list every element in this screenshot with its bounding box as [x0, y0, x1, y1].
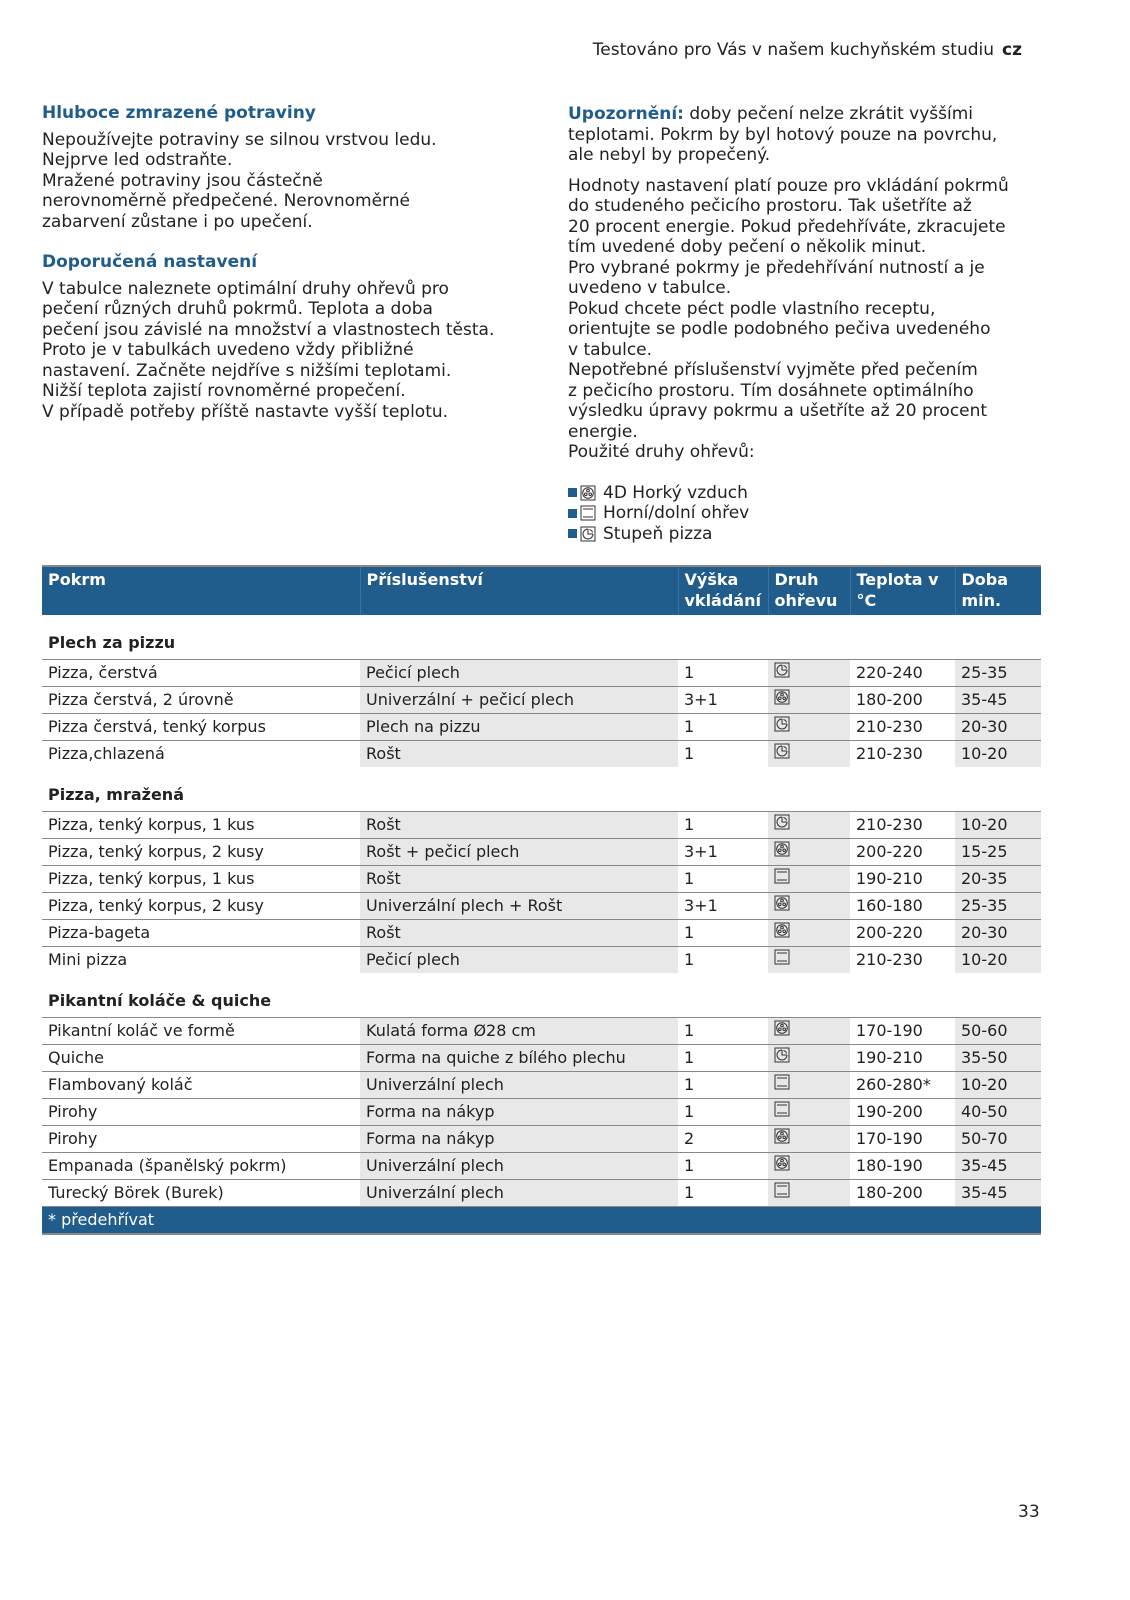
table-cell: 10-20 [955, 741, 1041, 768]
text-line: ale nebyl by propečený. [568, 145, 771, 165]
text-line: Pokud chcete péct podle vlastního receptu, [568, 298, 936, 319]
pizza-setting-icon [774, 743, 790, 759]
table-cell: Pečicí plech [360, 660, 678, 687]
heading-frozen: Hluboce zmrazené potraviny [42, 103, 316, 123]
table-cell: 50-70 [955, 1126, 1041, 1153]
table-cell: Rošt [360, 920, 678, 947]
fan-heat-icon [774, 895, 790, 911]
table-cell: Rošt + pečicí plech [360, 839, 678, 866]
text-line: Proto je v tabulkách uvedeno vždy přibližné [42, 340, 414, 360]
group-title: Pizza, mražená [42, 767, 1041, 812]
table-cell: 190-200 [850, 1099, 955, 1126]
text-line: 20 procent energie. Pokud předehříváte, zkracujete [568, 216, 1006, 237]
heating-mode-cell [768, 920, 850, 947]
table-cell: Rošt [360, 741, 678, 768]
fan-heat-icon [774, 1020, 790, 1036]
table-row [42, 920, 1041, 947]
pizza-setting-icon [774, 716, 790, 732]
table-cell: 170-190 [850, 1018, 955, 1045]
legend-item [568, 524, 1038, 545]
column-header: Pokrm [42, 566, 360, 615]
table-cell: Univerzální plech [360, 1180, 678, 1207]
table-row [42, 1099, 1041, 1126]
table-row [42, 1180, 1041, 1207]
text-line: Hodnoty nastavení platí pouze pro vkládání pokrmů [568, 175, 1009, 196]
column-header: Příslušenství [360, 566, 678, 615]
table-cell: Pizza, tenký korpus, 2 kusy [42, 839, 360, 866]
text-line: V tabulce naleznete optimální druhy ohřevů pro [42, 278, 449, 299]
legend [568, 483, 1038, 545]
used-modes-label: Použité druhy ohřevů: [568, 442, 755, 462]
text-line: Nejprve led odstraňte. [42, 150, 233, 170]
table-cell: Pizza-bageta [42, 920, 360, 947]
warning [568, 104, 1038, 166]
table-row [42, 1018, 1041, 1045]
table-cell: 210-230 [850, 741, 955, 768]
heating-mode-cell [768, 741, 850, 768]
table-cell: Univerzální plech [360, 1072, 678, 1099]
heating-mode-cell [768, 1072, 850, 1099]
top-bottom-heat-icon [774, 868, 790, 884]
top-bottom-heat-icon [774, 1182, 790, 1198]
table-cell: 200-220 [850, 920, 955, 947]
heating-mode-cell [768, 1099, 850, 1126]
table-cell: 20-35 [955, 866, 1041, 893]
text-line: energie. [568, 421, 638, 442]
table-cell: 10-20 [955, 947, 1041, 974]
table-cell: Flambovaný koláč [42, 1072, 360, 1099]
table-cell: 25-35 [955, 893, 1041, 920]
bullet-icon [568, 529, 577, 538]
table-cell: Pikantní koláč ve formě [42, 1018, 360, 1045]
heating-mode-cell [768, 866, 850, 893]
table-cell: Kulatá forma Ø28 cm [360, 1018, 678, 1045]
text-line: V případě potřeby příště nastavte vyšší teplotu. [42, 401, 449, 422]
table-cell: 1 [678, 947, 768, 974]
table-row [42, 812, 1041, 839]
heating-mode-cell [768, 1180, 850, 1207]
table-cell: 1 [678, 1045, 768, 1072]
table-row [42, 687, 1041, 714]
text-line: Nepotřebné příslušenství vyjměte před pečením [568, 360, 978, 380]
table-cell: 260-280* [850, 1072, 955, 1099]
table-cell: 210-230 [850, 812, 955, 839]
table-cell: Pizza čerstvá, tenký korpus [42, 714, 360, 741]
table-cell: 3+1 [678, 687, 768, 714]
heating-mode-cell [768, 1153, 850, 1180]
table-cell: Mini pizza [42, 947, 360, 974]
heating-mode-cell [768, 812, 850, 839]
bullet-icon [568, 509, 577, 518]
table-cell: Pizza, tenký korpus, 1 kus [42, 812, 360, 839]
table-cell: 15-25 [955, 839, 1041, 866]
table-cell: 200-220 [850, 839, 955, 866]
column-header: Doba min. [955, 566, 1041, 615]
pizza-setting-icon [774, 814, 790, 830]
group-row [42, 615, 1041, 660]
table-cell: 1 [678, 660, 768, 687]
fan-heat-icon [774, 1155, 790, 1171]
table-cell: 1 [678, 1180, 768, 1207]
table-cell: 3+1 [678, 839, 768, 866]
text-line: Nižší teplota zajistí rovnoměrné propečení. [42, 381, 406, 401]
table-cell: Plech na pizzu [360, 714, 678, 741]
top-bottom-heat-icon [774, 949, 790, 965]
text-line: nerovnoměrně předpečené. Nerovnoměrné [42, 191, 410, 211]
table-row [42, 1153, 1041, 1180]
table-cell: 160-180 [850, 893, 955, 920]
table-cell: Turecký Börek (Burek) [42, 1180, 360, 1207]
table-row [42, 741, 1041, 768]
bullet-icon [568, 488, 577, 497]
table-cell: Pizza, tenký korpus, 1 kus [42, 866, 360, 893]
left-column [42, 103, 522, 432]
table-cell: Empanada (španělský pokrm) [42, 1153, 360, 1180]
settings-table [42, 565, 1041, 1235]
table-cell: 1 [678, 866, 768, 893]
group-row [42, 767, 1041, 812]
table-row [42, 866, 1041, 893]
table-cell: Univerzální + pečicí plech [360, 687, 678, 714]
table-cell: Pirohy [42, 1126, 360, 1153]
table-row [42, 1126, 1041, 1153]
heating-mode-cell [768, 947, 850, 974]
text-line: Mražené potraviny jsou částečně [42, 170, 323, 191]
table-cell: 1 [678, 1018, 768, 1045]
fan-heat-icon [580, 485, 596, 501]
table-cell: Pizza, tenký korpus, 2 kusy [42, 893, 360, 920]
legend-item [568, 483, 1038, 504]
table-cell: 180-190 [850, 1153, 955, 1180]
table-cell: Pizza čerstvá, 2 úrovně [42, 687, 360, 714]
table-cell: Univerzální plech [360, 1153, 678, 1180]
table-cell: Pizza, čerstvá [42, 660, 360, 687]
table-cell: 35-45 [955, 1180, 1041, 1207]
text-line: teplotami. Pokrm by byl hotový pouze na povrchu, [568, 124, 998, 145]
table-row [42, 1045, 1041, 1072]
column-header: Teplota v °C [850, 566, 955, 615]
text-line: do studeného pečicího prostoru. Tak ušetříte až [568, 196, 972, 216]
heading-recommended: Doporučená nastavení [42, 252, 258, 272]
table-cell: Forma na nákyp [360, 1099, 678, 1126]
table-cell: Pizza,chlazená [42, 741, 360, 768]
fan-heat-icon [774, 689, 790, 705]
table-cell: 190-210 [850, 866, 955, 893]
warning-label: Upozornění: [568, 104, 684, 124]
text-line: tím uvedené doby pečení o několik minut. [568, 237, 927, 257]
table-cell: 220-240 [850, 660, 955, 687]
legend-label: Horní/dolní ohřev [603, 503, 750, 523]
table-cell: Forma na nákyp [360, 1126, 678, 1153]
group-title: Plech za pizzu [42, 615, 1041, 660]
table-row [42, 839, 1041, 866]
table-cell: Rošt [360, 812, 678, 839]
text-line: pečení různých druhů pokrmů. Teplota a doba [42, 299, 433, 319]
table-cell: 10-20 [955, 812, 1041, 839]
page-number: 33 [1018, 1502, 1040, 1522]
footnote-row [42, 1207, 1041, 1235]
table-cell: 20-30 [955, 714, 1041, 741]
table-cell: 3+1 [678, 893, 768, 920]
table-cell: 1 [678, 812, 768, 839]
table-cell: 20-30 [955, 920, 1041, 947]
table-cell: Univerzální plech + Rošt [360, 893, 678, 920]
heating-mode-cell [768, 1126, 850, 1153]
legend-label: Stupeň pizza [603, 523, 713, 544]
text-line: Pro vybrané pokrmy je předehřívání nutností a je [568, 257, 985, 278]
table-cell: 210-230 [850, 714, 955, 741]
table-cell: 25-35 [955, 660, 1041, 687]
table-cell: Rošt [360, 866, 678, 893]
text-line: zabarvení zůstane i po upečení. [42, 211, 313, 232]
table-row [42, 1072, 1041, 1099]
pizza-setting-icon [774, 1047, 790, 1063]
text-line: Nepoužívejte potraviny se silnou vrstvou ledu. [42, 129, 437, 150]
header-title: Testováno pro Vás v našem kuchyňském studiu [592, 40, 995, 60]
table-cell: Forma na quiche z bílého plechu [360, 1045, 678, 1072]
table-cell: 180-200 [850, 1180, 955, 1207]
table-cell: 1 [678, 920, 768, 947]
table-cell: Pirohy [42, 1099, 360, 1126]
table-cell: 190-210 [850, 1045, 955, 1072]
table-row [42, 947, 1041, 974]
table-cell: 50-60 [955, 1018, 1041, 1045]
paragraph-frozen [42, 130, 522, 233]
table-cell: 35-45 [955, 1153, 1041, 1180]
text-line: uvedeno v tabulce. [568, 278, 732, 298]
text-line: v tabulce. [568, 339, 653, 360]
table-cell: 180-200 [850, 687, 955, 714]
table-cell: 170-190 [850, 1126, 955, 1153]
header-lang: cz [1002, 40, 1022, 60]
table-cell: 35-45 [955, 687, 1041, 714]
right-column [568, 104, 1038, 544]
text-line: orientujte se podle podobného pečiva uvedeného [568, 319, 991, 339]
table-cell: 10-20 [955, 1072, 1041, 1099]
text-line: nastavení. Začněte nejdříve s nižšími teplotami. [42, 360, 452, 381]
legend-item [568, 503, 1038, 524]
column-header: Druh ohřevu [768, 566, 850, 615]
text-line: pečení jsou závislé na množství a vlastnostech těsta. [42, 319, 495, 340]
table-row [42, 660, 1041, 687]
text-line: doby pečení nelze zkrátit vyššími [689, 104, 974, 124]
table-row [42, 893, 1041, 920]
table-cell: 1 [678, 1099, 768, 1126]
table-cell: 210-230 [850, 947, 955, 974]
pizza-setting-icon [774, 662, 790, 678]
footnote: * předehřívat [42, 1207, 1041, 1235]
top-bottom-heat-icon [774, 1101, 790, 1117]
group-title: Pikantní koláče & quiche [42, 973, 1041, 1018]
column-header: Výška vkládání [678, 566, 768, 615]
text-line: z pečicího prostoru. Tím dosáhnete optimálního [568, 380, 974, 401]
group-row [42, 973, 1041, 1018]
heating-mode-cell [768, 893, 850, 920]
table-row [42, 714, 1041, 741]
page-header [593, 40, 1022, 61]
fan-heat-icon [774, 922, 790, 938]
fan-heat-icon [774, 841, 790, 857]
heating-mode-cell [768, 839, 850, 866]
fan-heat-icon [774, 1128, 790, 1144]
table-cell: 1 [678, 741, 768, 768]
table-cell: 1 [678, 714, 768, 741]
top-bottom-heat-icon [580, 505, 596, 521]
table-cell: 1 [678, 1072, 768, 1099]
paragraph-recommended [42, 279, 522, 423]
text-line: výsledku úpravy pokrmu a ušetříte až 20 procent [568, 401, 988, 421]
table-cell: 2 [678, 1126, 768, 1153]
table-cell: 40-50 [955, 1099, 1041, 1126]
table-cell: Pečicí plech [360, 947, 678, 974]
heating-mode-cell [768, 687, 850, 714]
heating-mode-cell [768, 1018, 850, 1045]
table-cell: 35-50 [955, 1045, 1041, 1072]
heating-mode-cell [768, 714, 850, 741]
legend-label: 4D Horký vzduch [603, 482, 748, 503]
paragraph-settings [568, 176, 1038, 443]
table-cell: 1 [678, 1153, 768, 1180]
table-cell: Quiche [42, 1045, 360, 1072]
heating-mode-cell [768, 1045, 850, 1072]
pizza-setting-icon [580, 526, 596, 542]
heating-mode-cell [768, 660, 850, 687]
top-bottom-heat-icon [774, 1074, 790, 1090]
